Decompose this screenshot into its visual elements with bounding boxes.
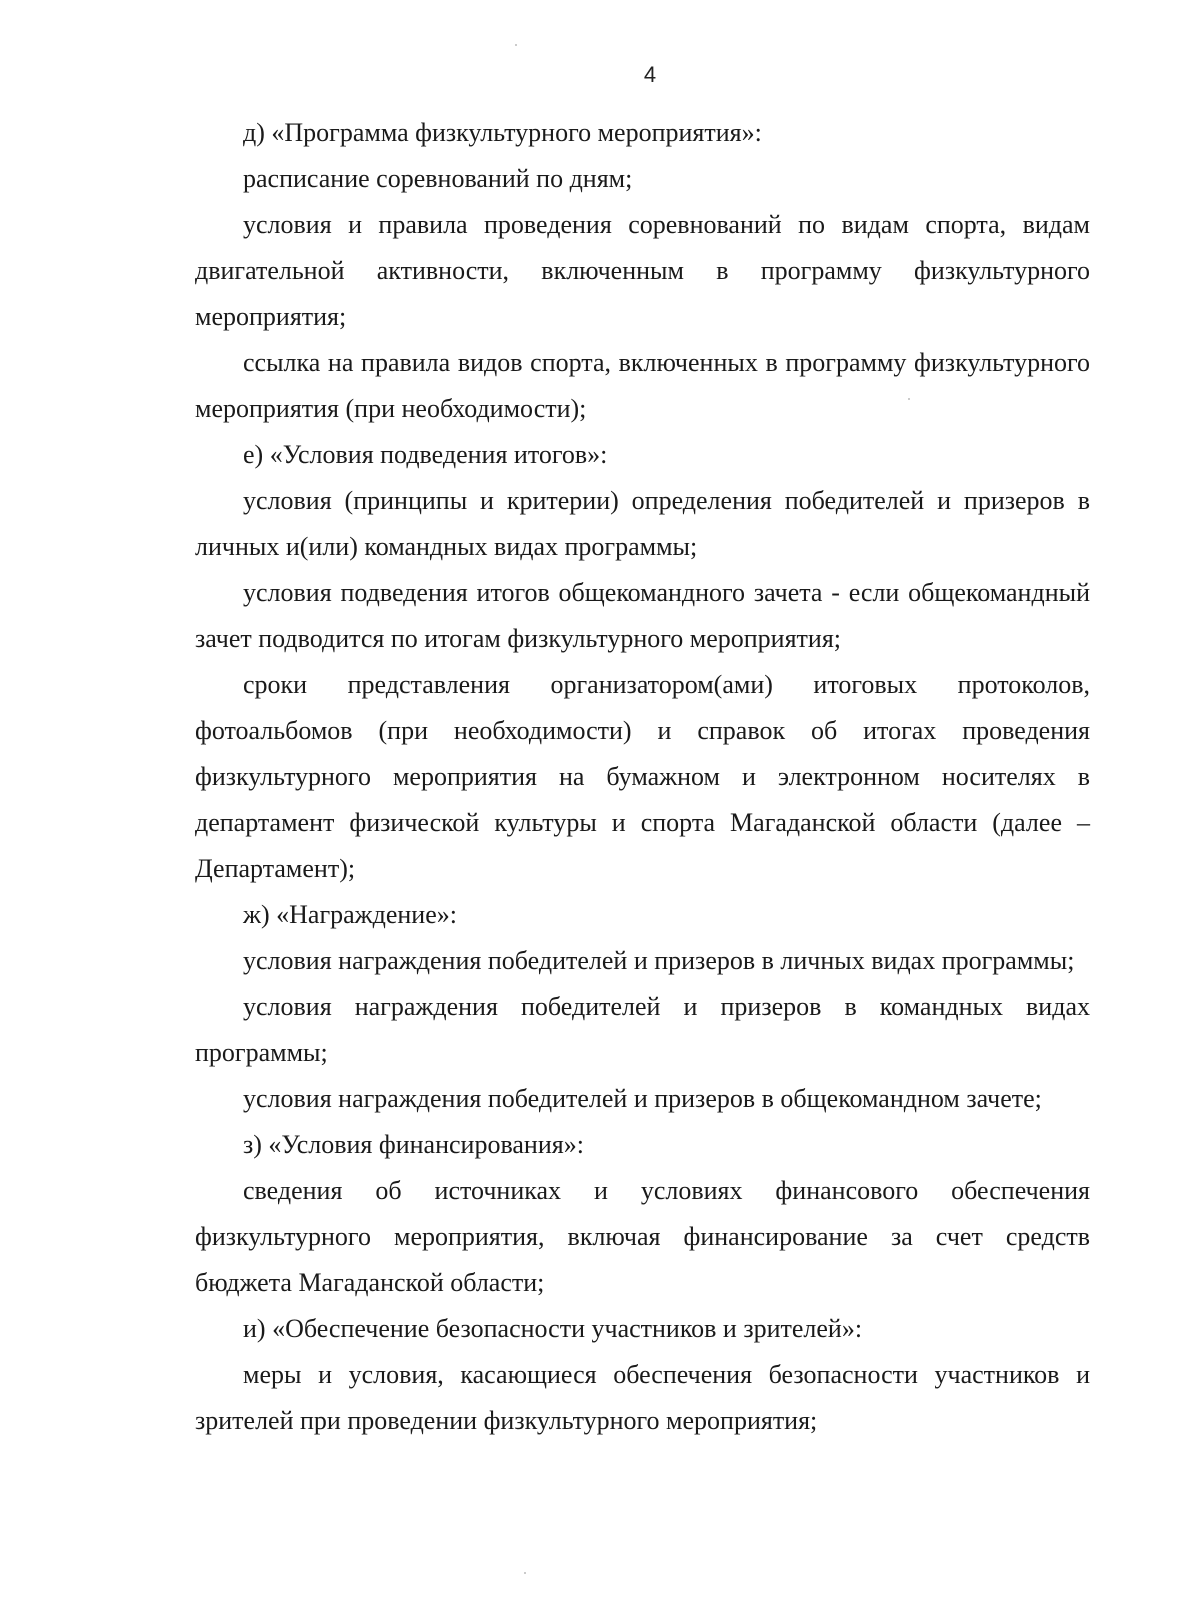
section-heading-i: и) «Обеспечение безопасности участников и зрителей»: — [243, 1314, 863, 1343]
paragraph-team-scoring: условия подведения итогов общекомандного зачета - если общекомандный зачет подводится по итогам физкультурного мероприятия; — [195, 578, 1090, 653]
paragraph-sport-rules-link: ссылка на правила видов спорта, включенных в программу физкультурного мероприятия (при необходимости); — [195, 348, 1090, 423]
paragraph-winner-criteria: условия (принципы и критерии) определения победителей и призеров в личных и(или) командных видах программы; — [195, 486, 1090, 561]
paragraph-competition-rules: условия и правила проведения соревнований по видам спорта, видам двигательной активности, включенным в программу физкультурного мероприятия; — [195, 210, 1090, 331]
paragraph-award-team: условия награждения победителей и призеров в командных видах программы; — [195, 992, 1090, 1067]
paragraph-safety-measures: меры и условия, касающиеся обеспечения безопасности участников и зрителей при проведении физкультурного мероприятия; — [195, 1360, 1090, 1435]
scan-speck — [524, 1572, 526, 1574]
section-heading-d: д) «Программа физкультурного мероприятия»: — [243, 118, 762, 147]
paragraph-report-deadlines: сроки представления организатором(ами) итоговых протоколов, фотоальбомов (при необходимости) и справок об итогах проведения физкультурного мероприятия на бумажном и электронном носителях в департамент физической культуры и спорта Магаданской области (далее – Департамент); — [195, 670, 1090, 883]
paragraph-award-individual: условия награждения победителей и призеров в личных видах программы; — [243, 946, 1075, 975]
section-heading-z: з) «Условия финансирования»: — [243, 1130, 584, 1159]
scan-speck — [515, 44, 517, 46]
page-number: 4 — [643, 62, 657, 87]
section-heading-e: е) «Условия подведения итогов»: — [243, 440, 608, 469]
paragraph-financing: сведения об источниках и условиях финансового обеспечения физкультурного мероприятия, включая финансирование за счет средств бюджета Магаданской области; — [195, 1176, 1090, 1297]
paragraph-schedule: расписание соревнований по дням; — [243, 164, 633, 193]
paragraph-award-overall: условия награждения победителей и призеров в общекомандном зачете; — [243, 1084, 1042, 1113]
section-heading-zh: ж) «Награждение»: — [243, 900, 457, 929]
document-body — [195, 110, 1090, 1444]
